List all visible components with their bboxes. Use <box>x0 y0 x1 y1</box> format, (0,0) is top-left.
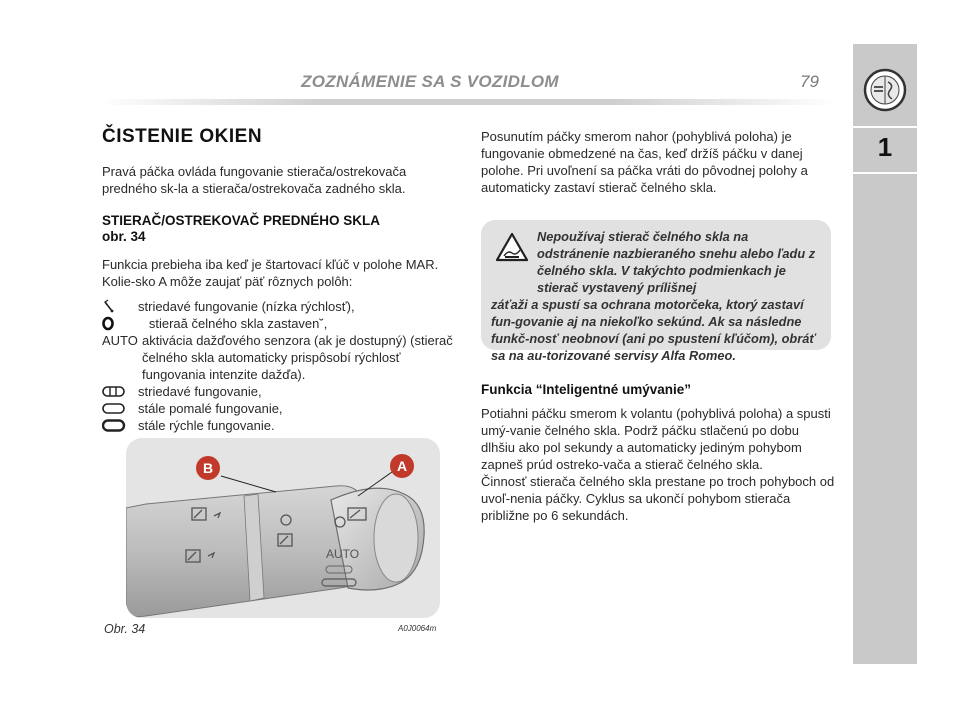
list-item <box>102 417 462 434</box>
list-item-text: striedavé fungovanie (nízka rýchlosť), <box>138 299 355 314</box>
list-item-text: stieraă čelného skla zastaven˘, <box>138 316 328 331</box>
list-item <box>102 400 462 417</box>
smart-wash-text <box>481 405 836 524</box>
off-position-icon <box>102 316 126 331</box>
page-number: 79 <box>800 72 819 91</box>
chapter-header-title: ZOZNÁMENIE SA S VOZIDLOM <box>301 72 559 91</box>
wiper-position-list <box>102 298 462 434</box>
list-item-text: striedavé fungovanie, <box>138 384 262 399</box>
list-item <box>102 298 462 315</box>
warning-box <box>481 220 831 363</box>
list-item <box>102 332 462 383</box>
auto-label: AUTO <box>102 333 138 348</box>
wiper-stalk-illustration <box>126 438 440 618</box>
figure-caption: Obr. 34 <box>104 622 146 636</box>
subsection-figure-ref: obr. 34 <box>102 229 146 244</box>
figure-code: A0J0064m <box>398 624 437 633</box>
warning-lead: Nepoužívaj stierač čelného skla na odstránenie nazbieraného snehu alebo ľadu z čelného skla. V takýchto podmienkach je stierač vystavený prílišnej <box>537 229 816 295</box>
subsection-title-line: STIERAČ/OSTREKOVAČ PREDNÉHO SKLA <box>102 213 381 228</box>
smart-wash-title: Funkcia “Inteligentné umývanie” <box>481 382 692 397</box>
list-item <box>102 383 462 400</box>
intro-paragraph: Pravá páčka ovláda fungovanie stierača/ostrekovača predného sk-la a stierača/ostrekovača zadného skla. <box>102 164 407 196</box>
subsection-paragraph: Funkcia prebieha iba keď je štartovací kľúč v polohe MAR. Kolie-sko A môže zaujať päť rôznych polôh: <box>102 257 439 289</box>
list-item-text: stále pomalé fungovanie, <box>138 401 283 416</box>
wiper-stalk-figure <box>126 438 440 618</box>
slow-continuous-icon <box>102 401 126 416</box>
movable-position-paragraph: Posunutím páčky smerom nahor (pohyblivá poloha) je fungovanie obmedzené na čas, keď držíš páčku v danej polohe. Pri uvoľnení sa páčka vráti do pôvodnej polohy a automaticky zastaví stierač čelného skla. <box>481 129 808 195</box>
smart-wash-paragraph: Potiahni páčku smerom k volantu (pohyblivá poloha) a spusti umý-vanie čelného skla. Podrž páčku stlačenú po dobu dlhšiu ako pol sekundy a automaticky jediným pohybom zapneš prúd ostreko-vača a stierač čelného skla. <box>481 406 831 472</box>
chapter-side-tab <box>853 44 917 664</box>
header-rule <box>100 99 835 105</box>
marker-b-label: B <box>202 460 214 476</box>
list-item-text: aktivácia dažďového senzora (ak je dostupný) (stierač čelného skla automaticky prispôsobí rýchlosť fungovania intenzite dažďa). <box>142 333 453 382</box>
tab-divider <box>853 172 917 174</box>
warning-text <box>491 228 821 364</box>
fast-continuous-icon <box>102 418 126 433</box>
figure-auto-label: AUTO <box>326 547 360 561</box>
list-item <box>102 315 462 332</box>
list-item-text: stále rýchle fungovanie. <box>138 418 275 433</box>
subsection-title <box>102 213 380 245</box>
warning-rest: záťaži a spustí sa ochrana motorčeka, ktorý zastaví fun-govanie aj na niekoľko sekúnd. Ak sa následne funkč-nosť neobnoví (ani po spustení kľúčom), obráť sa na au-torizované servisy Alfa Romeo. <box>491 297 816 363</box>
smart-wash-paragraph-2: Činnosť stierača čelného skla prestane po troch pohyboch od uvoľ-nenia páčky. Cyklus sa ukončí pohybom stierača približne po 6 sekundách. <box>481 474 835 523</box>
section-title: ČISTENIE OKIEN <box>102 126 263 147</box>
marker-a-label: A <box>396 458 408 474</box>
intermittent-low-icon <box>102 299 126 314</box>
tab-divider <box>853 126 917 128</box>
intermittent-icon <box>102 384 126 399</box>
alfa-romeo-logo-icon <box>863 68 907 112</box>
chapter-number: 1 <box>877 132 893 162</box>
